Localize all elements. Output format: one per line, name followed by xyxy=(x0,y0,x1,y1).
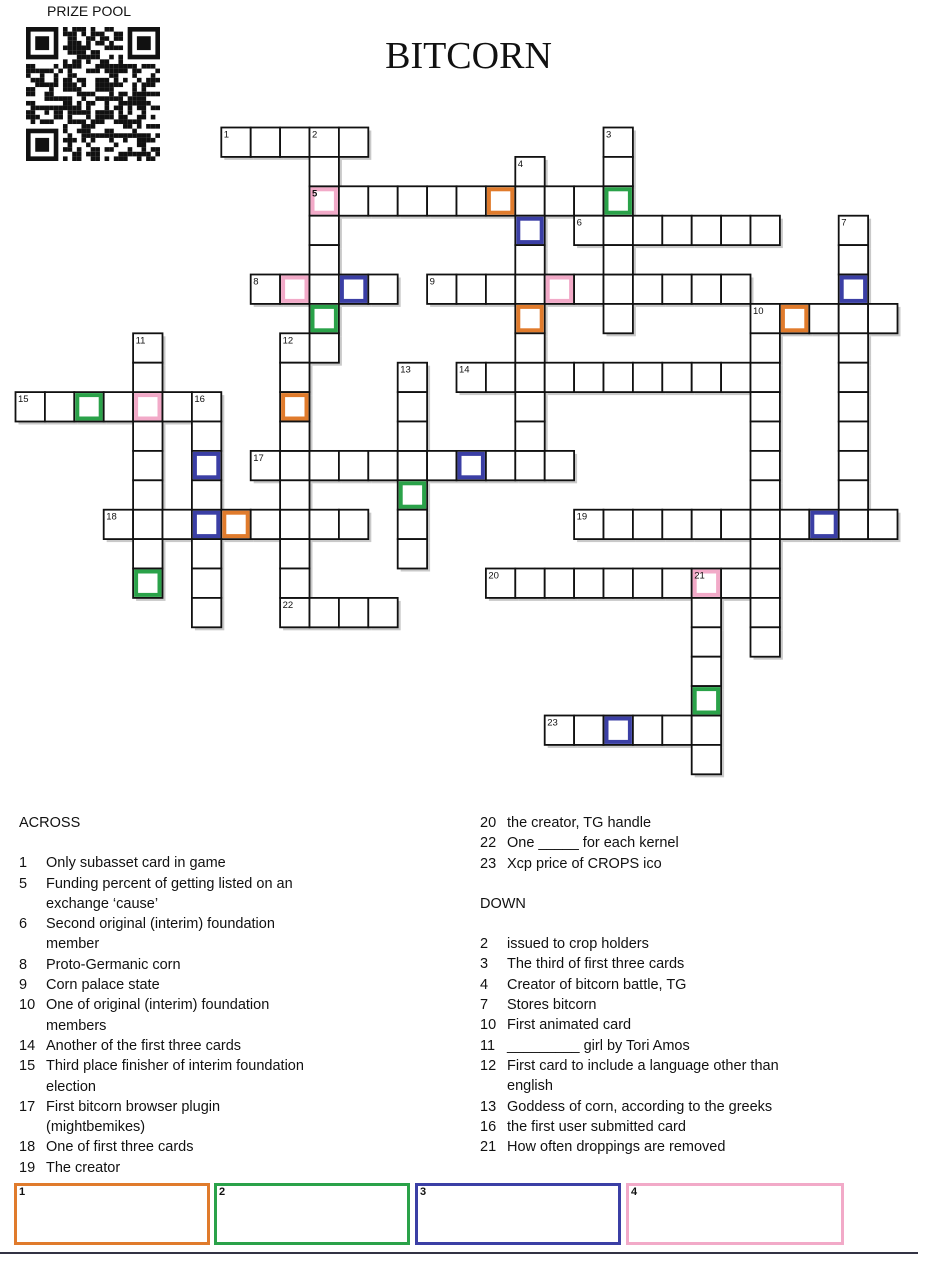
crossword-cell[interactable] xyxy=(398,539,427,568)
clue-number: 21 xyxy=(480,1139,497,1156)
across-clue-1 xyxy=(19,853,306,873)
crossword-cell[interactable] xyxy=(751,569,780,598)
crossword-cell[interactable] xyxy=(721,275,750,304)
clue-text: Goddess of corn, according to the greeks xyxy=(507,1098,773,1115)
crossword-cell[interactable] xyxy=(280,275,309,304)
crossword-cell[interactable] xyxy=(751,216,780,245)
crossword-cell[interactable] xyxy=(545,451,574,480)
prize-pool-label: PRIZE POOL xyxy=(46,3,132,19)
crossword-cell[interactable] xyxy=(133,333,162,362)
crossword-cell[interactable] xyxy=(280,539,309,568)
across-clue-9 xyxy=(19,975,306,995)
down-clue-13 xyxy=(480,1097,807,1117)
clue-text: How often droppings are removed xyxy=(507,1139,726,1156)
crossword-cell[interactable] xyxy=(310,598,339,627)
crossword-cell[interactable] xyxy=(692,686,721,715)
cell-number: 8 xyxy=(253,276,259,288)
down-heading: DOWN xyxy=(480,895,526,912)
crossword-cell[interactable] xyxy=(692,216,721,245)
crossword-cell[interactable] xyxy=(868,510,897,539)
cell-number: 17 xyxy=(253,452,264,464)
crossword-cell[interactable] xyxy=(574,275,603,304)
crossword-cell[interactable] xyxy=(310,157,339,186)
crossword-cell[interactable] xyxy=(839,275,868,304)
clue-text: Xcp price of CROPS ico xyxy=(507,855,662,872)
crossword-cell[interactable] xyxy=(457,186,486,215)
crossword-cell[interactable] xyxy=(74,392,103,421)
answer-box-4[interactable] xyxy=(626,1183,844,1245)
clue-number: 4 xyxy=(480,976,489,993)
crossword-cell[interactable] xyxy=(633,275,662,304)
crossword-cell[interactable] xyxy=(662,569,691,598)
crossword-cell[interactable] xyxy=(721,569,750,598)
clue-number: 6 xyxy=(19,916,28,933)
answer-box-3[interactable] xyxy=(415,1183,621,1245)
crossword-cell[interactable] xyxy=(662,275,691,304)
clue-number: 7 xyxy=(480,997,489,1014)
cell-number: 11 xyxy=(135,335,146,347)
crossword-cell[interactable] xyxy=(251,128,280,157)
clue-text: The third of first three cards xyxy=(507,956,685,973)
crossword-cell[interactable] xyxy=(839,392,868,421)
crossword-cell[interactable] xyxy=(310,216,339,245)
crossword-cell[interactable] xyxy=(280,480,309,509)
crossword-cell[interactable] xyxy=(751,539,780,568)
crossword-cell[interactable] xyxy=(427,275,456,304)
crossword-cell[interactable] xyxy=(104,510,133,539)
cell-number: 13 xyxy=(400,364,411,376)
clue-number: 13 xyxy=(480,1098,497,1115)
clue-text: the creator, TG handle xyxy=(507,815,652,831)
crossword-cell[interactable] xyxy=(515,186,544,215)
clue-number: 20 xyxy=(480,815,497,831)
crossword-cell[interactable] xyxy=(780,304,809,333)
crossword-cell[interactable] xyxy=(339,128,368,157)
crossword-cell[interactable] xyxy=(545,716,574,745)
clue-number: 2 xyxy=(480,936,489,953)
puzzle-title: BITCORN xyxy=(385,35,552,77)
clue-text: Creator of bitcorn battle, TG xyxy=(507,976,687,993)
crossword-cell[interactable] xyxy=(604,157,633,186)
clue-number: 12 xyxy=(480,1057,497,1074)
crossword-cell[interactable] xyxy=(310,245,339,274)
crossword-cell[interactable] xyxy=(751,480,780,509)
crossword-cell[interactable] xyxy=(280,128,309,157)
down-clue-2 xyxy=(480,934,807,954)
clue-number: 19 xyxy=(19,1159,36,1176)
crossword-cell[interactable] xyxy=(486,186,515,215)
across-clue-20 xyxy=(480,813,807,833)
crossword-cell[interactable] xyxy=(310,333,339,362)
crossword-cell[interactable] xyxy=(604,186,633,215)
crossword-cell[interactable] xyxy=(545,186,574,215)
crossword-cell[interactable] xyxy=(809,510,838,539)
clue-number: 17 xyxy=(19,1098,36,1115)
clue-text: Another of the first three cards xyxy=(46,1037,242,1054)
cell-number: 9 xyxy=(429,276,435,288)
crossword-cell[interactable] xyxy=(692,569,721,598)
answer-box-1[interactable] xyxy=(14,1183,210,1245)
clue-number: 22 xyxy=(480,835,497,852)
crossword-cell[interactable] xyxy=(16,392,45,421)
answer-box-2[interactable] xyxy=(214,1183,410,1245)
crossword-cell[interactable] xyxy=(398,510,427,539)
crossword-cell[interactable] xyxy=(251,275,280,304)
across-clue-19 xyxy=(19,1158,306,1178)
cell-number: 2 xyxy=(312,129,318,141)
down-clue-16 xyxy=(480,1117,807,1137)
crossword-cell[interactable] xyxy=(721,216,750,245)
crossword-cell[interactable] xyxy=(809,304,838,333)
clue-text: The creator xyxy=(46,1159,121,1176)
crossword-cell[interactable] xyxy=(427,186,456,215)
crossword-cell[interactable] xyxy=(163,392,192,421)
clue-number: 16 xyxy=(480,1118,497,1135)
crossword-cell[interactable] xyxy=(486,451,515,480)
crossword-cell[interactable] xyxy=(339,510,368,539)
crossword-cell[interactable] xyxy=(280,569,309,598)
crossword-cell[interactable] xyxy=(133,539,162,568)
crossword-cell[interactable] xyxy=(692,657,721,686)
crossword-cell[interactable] xyxy=(662,716,691,745)
clue-text: First animated card xyxy=(507,1017,632,1034)
across-clue-14 xyxy=(19,1036,306,1056)
across-clue-18 xyxy=(19,1137,306,1157)
crossword-cell[interactable] xyxy=(692,275,721,304)
across-clue-22 xyxy=(480,833,807,853)
crossword-cell[interactable] xyxy=(692,745,721,774)
clue-number: 9 xyxy=(19,977,28,994)
crossword-cell[interactable] xyxy=(280,422,309,451)
crossword-cell[interactable] xyxy=(310,451,339,480)
crossword-cell[interactable] xyxy=(133,569,162,598)
crossword-cell[interactable] xyxy=(398,422,427,451)
crossword-cell[interactable] xyxy=(368,186,397,215)
cell-number: 6 xyxy=(576,217,582,229)
crossword-cell[interactable] xyxy=(280,510,309,539)
crossword-cell[interactable] xyxy=(310,510,339,539)
crossword-cell[interactable] xyxy=(192,392,221,421)
crossword-cell[interactable] xyxy=(398,186,427,215)
crossword-cell[interactable] xyxy=(604,275,633,304)
cell-number: 3 xyxy=(606,129,612,141)
crossword-cell[interactable] xyxy=(633,363,662,392)
crossword-cell[interactable] xyxy=(251,510,280,539)
clue-text: First card to include a language other than english xyxy=(507,1057,779,1095)
crossword-cell[interactable] xyxy=(486,275,515,304)
crossword-cell[interactable] xyxy=(515,245,544,274)
clue-number: 14 xyxy=(19,1037,36,1054)
down-clue-4 xyxy=(480,975,807,995)
crossword-cell[interactable] xyxy=(280,598,309,627)
answer-box-number: 4 xyxy=(631,1186,638,1198)
crossword-cell[interactable] xyxy=(751,510,780,539)
crossword-cell[interactable] xyxy=(133,363,162,392)
crossword-cell[interactable] xyxy=(515,569,544,598)
clue-text: issued to crop holders xyxy=(507,936,649,953)
crossword-cell[interactable] xyxy=(280,333,309,362)
crossword-cell[interactable] xyxy=(192,510,221,539)
crossword-cell[interactable] xyxy=(751,598,780,627)
crossword-cell[interactable] xyxy=(515,275,544,304)
cell-number: 18 xyxy=(106,511,117,523)
crossword-cell[interactable] xyxy=(604,510,633,539)
crossword-cell[interactable] xyxy=(515,216,544,245)
across-clue-8 xyxy=(19,955,306,975)
crossword-cell[interactable] xyxy=(721,510,750,539)
cell-number: 19 xyxy=(576,511,588,523)
clue-text: Corn palace state xyxy=(46,977,160,994)
crossword-cell[interactable] xyxy=(692,510,721,539)
down-clue-7 xyxy=(480,995,807,1015)
crossword-cell[interactable] xyxy=(545,363,574,392)
crossword-cell[interactable] xyxy=(310,128,339,157)
crossword-cell[interactable] xyxy=(574,216,603,245)
crossword-cell[interactable] xyxy=(368,598,397,627)
clue-number: 15 xyxy=(19,1058,36,1075)
crossword-cell[interactable] xyxy=(545,275,574,304)
crossword-cell[interactable] xyxy=(192,451,221,480)
crossword-cell[interactable] xyxy=(515,304,544,333)
crossword-cell[interactable] xyxy=(486,363,515,392)
crossword-cell[interactable] xyxy=(692,598,721,627)
clue-number: 11 xyxy=(480,1037,496,1054)
cell-number: 4 xyxy=(517,158,524,170)
crossword-cell[interactable] xyxy=(692,363,721,392)
crossword-cell[interactable] xyxy=(398,363,427,392)
crossword-cell[interactable] xyxy=(839,510,868,539)
crossword-cell[interactable] xyxy=(780,510,809,539)
across-clue-17 xyxy=(19,1097,306,1138)
crossword-cell[interactable] xyxy=(427,451,456,480)
crossword-cell[interactable] xyxy=(633,569,662,598)
clue-number: 1 xyxy=(19,855,28,872)
cell-number: 5 xyxy=(312,188,318,200)
crossword-cell[interactable] xyxy=(192,422,221,451)
crossword-cell[interactable] xyxy=(486,569,515,598)
clue-text: the first user submitted card xyxy=(507,1118,686,1135)
crossword-cell[interactable] xyxy=(574,363,603,392)
down-clue-12 xyxy=(480,1056,807,1097)
crossword-cell[interactable] xyxy=(604,716,633,745)
crossword-cell[interactable] xyxy=(545,569,574,598)
down-clue-11 xyxy=(480,1036,807,1056)
crossword-cell[interactable] xyxy=(604,245,633,274)
crossword-cell[interactable] xyxy=(221,128,250,157)
crossword-cell[interactable] xyxy=(192,598,221,627)
cell-number: 21 xyxy=(694,570,705,582)
crossword-cell[interactable] xyxy=(515,333,544,362)
crossword-cell[interactable] xyxy=(133,510,162,539)
clue-number: 8 xyxy=(19,956,28,973)
crossword-cell[interactable] xyxy=(662,363,691,392)
crossword-cell[interactable] xyxy=(662,216,691,245)
crossword-cell[interactable] xyxy=(398,392,427,421)
crossword-cell[interactable] xyxy=(692,716,721,745)
clue-number: 3 xyxy=(480,956,489,973)
bottom-divider xyxy=(0,1252,918,1254)
crossword-cell[interactable] xyxy=(751,304,780,333)
clue-text: One _____ for each kernel xyxy=(507,835,679,852)
crossword-cell[interactable] xyxy=(515,451,544,480)
crossword-cell[interactable] xyxy=(692,627,721,656)
cell-number: 7 xyxy=(841,217,847,229)
crossword-cell[interactable] xyxy=(515,363,544,392)
cell-number: 1 xyxy=(223,129,230,141)
crossword-cell[interactable] xyxy=(839,422,868,451)
clue-text: First bitcorn browser plugin (mightbemikes) xyxy=(46,1098,221,1136)
crossword-cell[interactable] xyxy=(604,128,633,157)
crossword-cell[interactable] xyxy=(192,480,221,509)
crossword-cell[interactable] xyxy=(398,451,427,480)
crossword-cell[interactable] xyxy=(839,333,868,362)
crossword-cell[interactable] xyxy=(751,422,780,451)
crossword-cell[interactable] xyxy=(751,363,780,392)
crossword-cell[interactable] xyxy=(633,216,662,245)
clue-text: Proto-Germanic corn xyxy=(46,956,181,973)
clue-number: 5 xyxy=(19,875,28,892)
clue-text: Only subasset card in game xyxy=(46,855,226,872)
crossword-cell[interactable] xyxy=(633,716,662,745)
crossword-cell[interactable] xyxy=(574,186,603,215)
across-clue-5 xyxy=(19,874,306,915)
crossword-cell[interactable] xyxy=(574,510,603,539)
clue-text: _________ girl by Tori Amos xyxy=(507,1037,690,1054)
clue-text: Third place finisher of interim foundation election xyxy=(46,1058,304,1095)
crossword-cell[interactable] xyxy=(633,510,662,539)
clue-text: One of original (interim) foundation members xyxy=(46,997,270,1034)
crossword-cell[interactable] xyxy=(839,451,868,480)
crossword-cell[interactable] xyxy=(339,598,368,627)
crossword-cell[interactable] xyxy=(280,363,309,392)
down-clue-21 xyxy=(480,1137,807,1157)
crossword-cell[interactable] xyxy=(839,216,868,245)
crossword-cell[interactable] xyxy=(133,451,162,480)
clue-number: 18 xyxy=(19,1139,36,1156)
crossword-cell[interactable] xyxy=(310,186,339,215)
crossword-cell[interactable] xyxy=(310,304,339,333)
crossword-cell[interactable] xyxy=(251,451,280,480)
crossword-cell[interactable] xyxy=(604,216,633,245)
cell-number: 15 xyxy=(18,394,29,406)
cell-number: 16 xyxy=(194,394,205,406)
crossword-cell[interactable] xyxy=(839,363,868,392)
crossword-cell[interactable] xyxy=(457,451,486,480)
crossword-cell[interactable] xyxy=(45,392,74,421)
crossword-cell[interactable] xyxy=(310,275,339,304)
crossword-cell[interactable] xyxy=(868,304,897,333)
cell-number: 12 xyxy=(282,335,294,347)
crossword-cell[interactable] xyxy=(839,304,868,333)
crossword-cell[interactable] xyxy=(457,275,486,304)
crossword-cell[interactable] xyxy=(280,392,309,421)
answer-box-number: 2 xyxy=(219,1186,226,1198)
crossword-cell[interactable] xyxy=(574,569,603,598)
crossword-cell[interactable] xyxy=(163,510,192,539)
crossword-cell[interactable] xyxy=(104,392,133,421)
clue-text: Funding percent of getting listed on an exchange ‘cause’ xyxy=(46,875,293,912)
clue-number: 10 xyxy=(19,997,36,1014)
crossword-cell[interactable] xyxy=(751,627,780,656)
crossword-cell[interactable] xyxy=(192,569,221,598)
crossword-cell[interactable] xyxy=(604,363,633,392)
crossword-cell[interactable] xyxy=(604,304,633,333)
crossword-cell[interactable] xyxy=(368,451,397,480)
clues-left-column xyxy=(19,813,306,1178)
crossword-cell[interactable] xyxy=(751,451,780,480)
crossword-cell[interactable] xyxy=(751,333,780,362)
clue-text: Stores bitcorn xyxy=(507,997,597,1014)
clues-right-column xyxy=(480,813,807,1157)
crossword-cell[interactable] xyxy=(515,157,544,186)
crossword-cell[interactable] xyxy=(721,363,750,392)
crossword-cell[interactable] xyxy=(339,275,368,304)
crossword-cell[interactable] xyxy=(839,480,868,509)
down-clue-10 xyxy=(480,1015,807,1035)
crossword-cell[interactable] xyxy=(515,392,544,421)
cell-number: 22 xyxy=(282,599,294,611)
cell-number: 20 xyxy=(488,570,499,582)
clue-text: One of first three cards xyxy=(46,1139,194,1156)
clue-number: 10 xyxy=(480,1017,497,1034)
crossword-cell[interactable] xyxy=(339,186,368,215)
across-clue-6 xyxy=(19,914,306,955)
crossword-cell[interactable] xyxy=(368,275,397,304)
crossword-cell[interactable] xyxy=(133,480,162,509)
answer-box-number: 1 xyxy=(19,1186,26,1198)
crossword-cell[interactable] xyxy=(221,510,250,539)
crossword-cell[interactable] xyxy=(839,245,868,274)
across-clue-23 xyxy=(480,854,807,874)
down-clue-3 xyxy=(480,954,807,974)
crossword-cell[interactable] xyxy=(751,392,780,421)
cell-number: 14 xyxy=(459,364,470,376)
crossword-cell[interactable] xyxy=(339,451,368,480)
cell-number: 23 xyxy=(547,717,558,729)
crossword-cell[interactable] xyxy=(398,480,427,509)
answer-box-number: 3 xyxy=(420,1186,427,1198)
crossword-cell[interactable] xyxy=(515,422,544,451)
across-clue-10 xyxy=(19,995,306,1036)
crossword-cell[interactable] xyxy=(133,392,162,421)
crossword-cell[interactable] xyxy=(280,451,309,480)
crossword-cell[interactable] xyxy=(192,539,221,568)
crossword-cell[interactable] xyxy=(604,569,633,598)
across-clue-15 xyxy=(19,1056,306,1097)
crossword-cell[interactable] xyxy=(574,716,603,745)
crossword-cell[interactable] xyxy=(662,510,691,539)
crossword-cell[interactable] xyxy=(457,363,486,392)
across-heading: ACROSS xyxy=(19,815,81,831)
clue-number: 23 xyxy=(480,855,497,872)
crossword-cell[interactable] xyxy=(133,422,162,451)
clue-text: Second original (interim) foundation member xyxy=(46,916,275,953)
cell-number: 10 xyxy=(753,305,764,317)
